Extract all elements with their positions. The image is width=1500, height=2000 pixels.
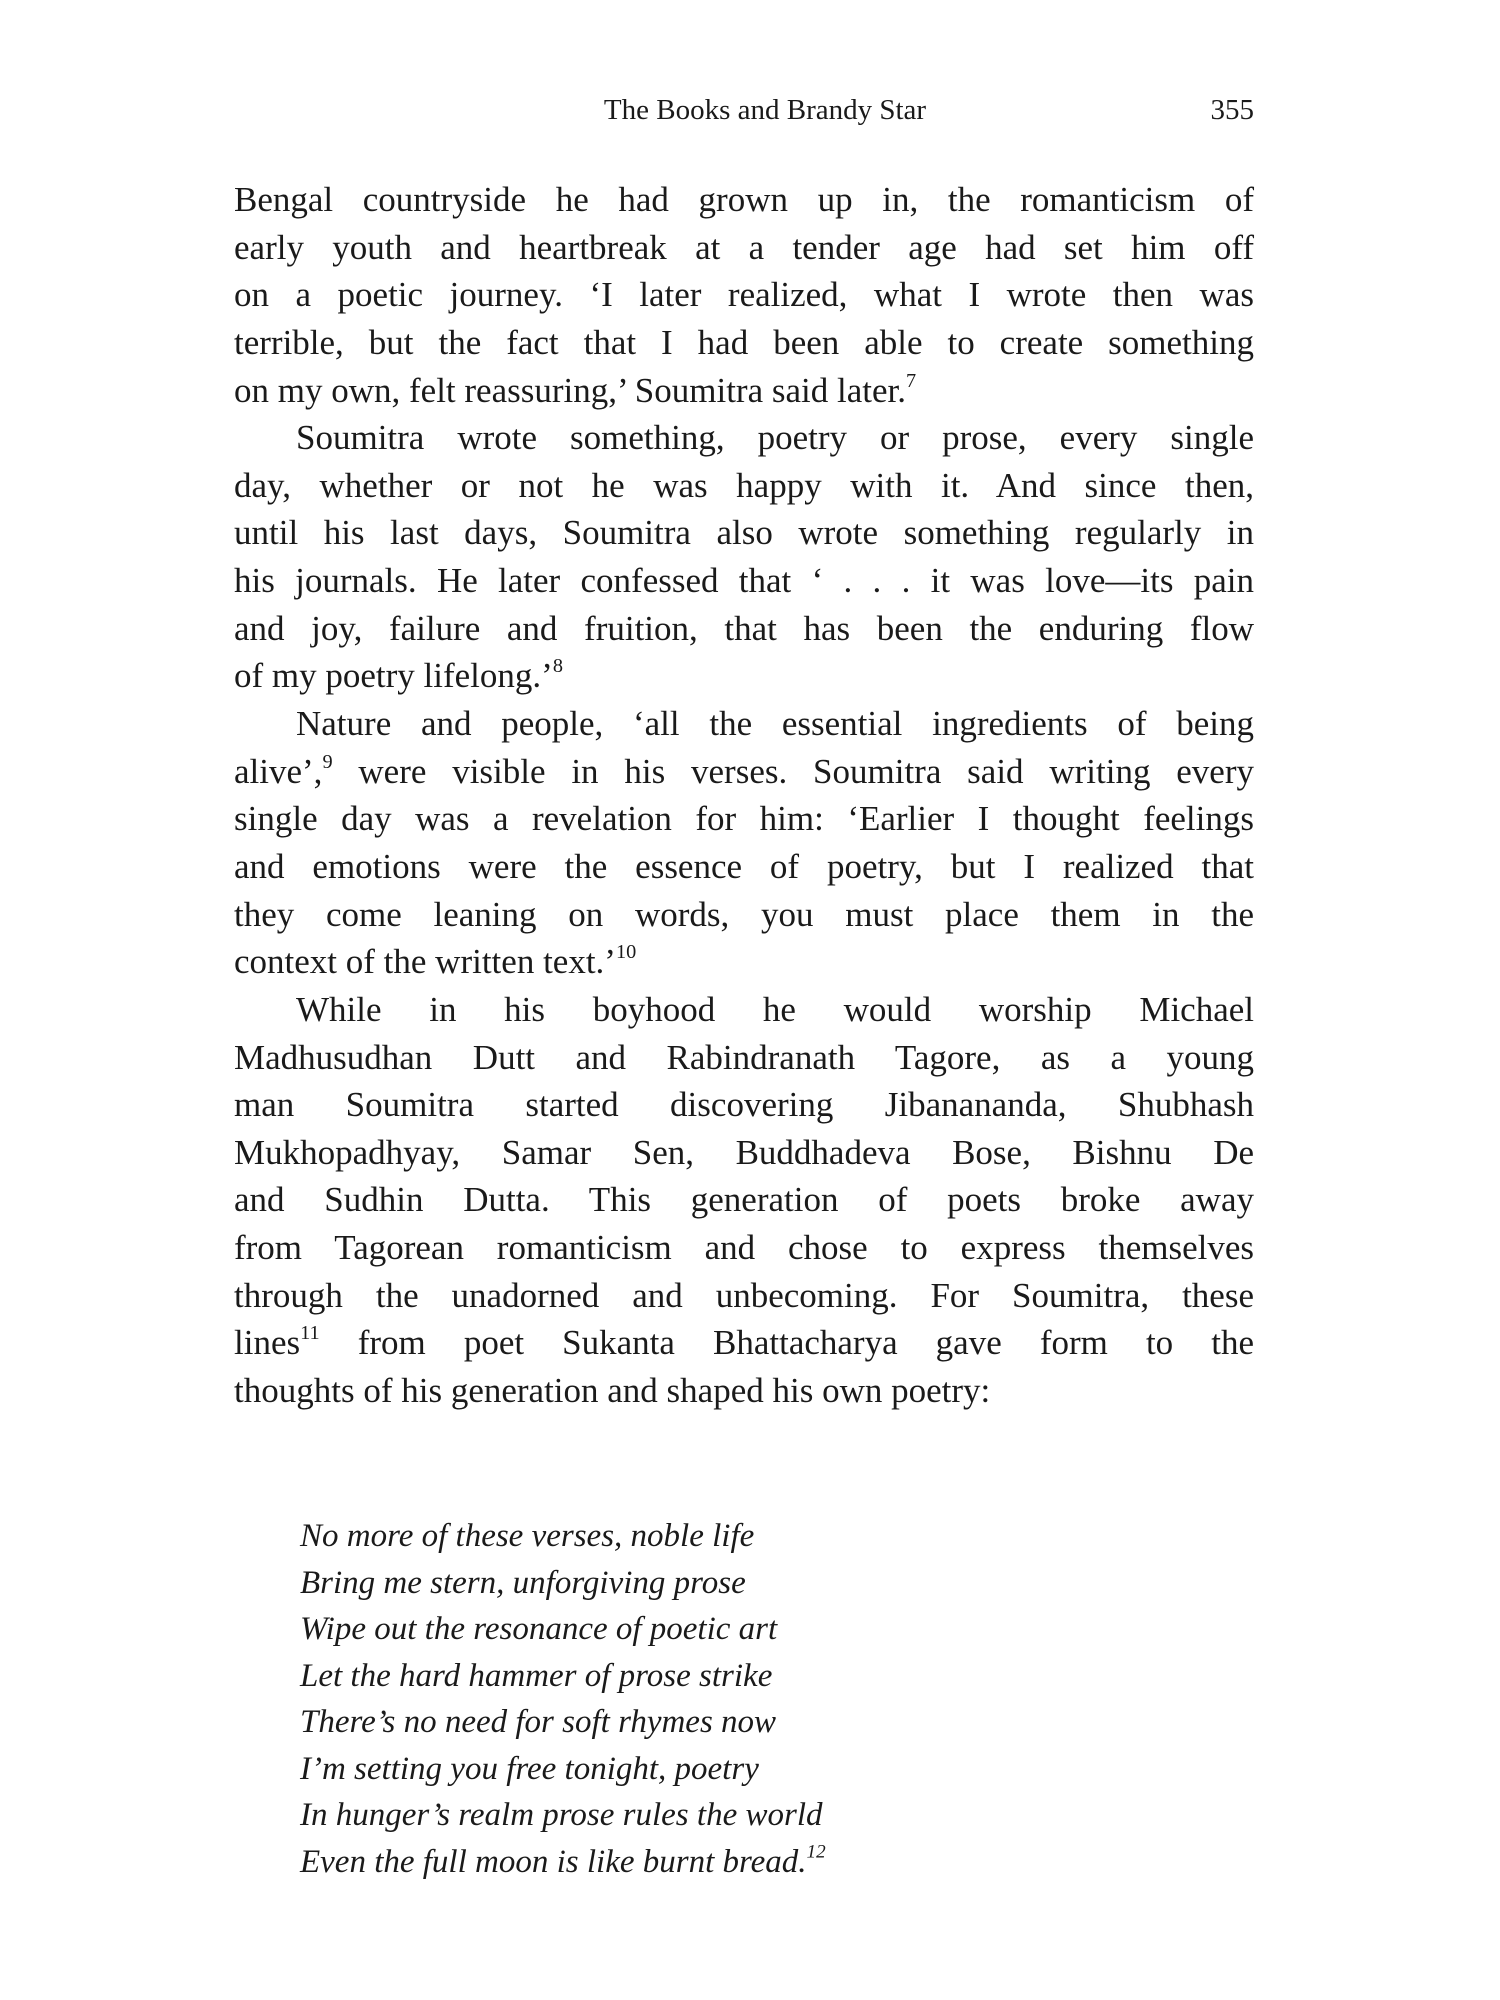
body-line-text: and emotions were the essence of poetry, but I realized that <box>234 846 1254 886</box>
poem-line-text: Even the full moon is like burnt bread. <box>300 1843 807 1880</box>
poem-line-text: I’m setting you free tonight, poetry <box>300 1750 759 1787</box>
poem-line <box>300 1699 826 1746</box>
body-line <box>234 319 1254 367</box>
body-line <box>234 509 1254 557</box>
body-line-text: Madhusudhan Dutt and Rabindranath Tagore, as a young <box>234 1037 1254 1077</box>
body-line-text: from Tagorean romanticism and chose to express themselves <box>234 1228 1254 1268</box>
body-line <box>234 414 1254 462</box>
footnote-ref: 12 <box>806 1841 826 1863</box>
body-line <box>234 1272 1254 1320</box>
body-line-text: day, whether or not he was happy with it. And since then, <box>234 465 1254 505</box>
footnote-ref: 11 <box>300 1322 320 1345</box>
poem-line-text: There’s no need for soft rhymes now <box>300 1704 777 1740</box>
body-line-text: of my poetry lifelong.’ <box>234 656 553 696</box>
body-line <box>234 1319 1254 1367</box>
footnote-ref: 8 <box>552 655 563 678</box>
body-line <box>234 1129 1254 1177</box>
body-line-text: they come leaning on words, you must place them in the <box>234 894 1254 934</box>
body-line-text: and joy, failure and fruition, that has been the enduring flow <box>234 608 1254 648</box>
body-line <box>234 367 1254 415</box>
body-line-text: were visible in his verses. Soumitra said writing every <box>332 751 1254 791</box>
body-line <box>234 224 1254 272</box>
poem-line-text: Let the hard hammer of prose strike <box>300 1657 773 1694</box>
body-line-text: thoughts of his generation and shaped his own poetry: <box>234 1371 991 1411</box>
poem-line-text: In hunger’s realm prose rules the world <box>300 1797 823 1833</box>
body-line-text: While in his boyhood he would worship Michael <box>296 989 1254 1029</box>
body-line-text: single day was a revelation for him: ‘Earlier I thought feelings <box>234 799 1254 839</box>
body-line-text: Bengal countryside he had grown up in, the romanticism of <box>234 180 1254 219</box>
poem-line <box>300 1653 826 1700</box>
body-line-text: on a poetic journey. ‘I later realized, what I wrote then was <box>234 275 1254 315</box>
page-number: 355 <box>1210 94 1254 126</box>
poem-line-text: Bring me stern, unforgiving prose <box>300 1564 746 1601</box>
body-line <box>234 1176 1254 1224</box>
poem-line <box>300 1839 826 1886</box>
body-line-text: and Sudhin Dutta. This generation of poets broke away <box>234 1180 1254 1220</box>
body-line-text: through the unadorned and unbecoming. For Soumitra, these <box>234 1275 1254 1315</box>
footnote-ref: 10 <box>615 941 637 964</box>
body-line-text: early youth and heartbreak at a tender age had set him off <box>234 227 1254 267</box>
body-line-text: context of the written text.’ <box>234 942 616 982</box>
body-line <box>234 462 1254 510</box>
poem-line <box>300 1792 826 1839</box>
body-line <box>234 557 1254 605</box>
poem-line <box>300 1746 826 1793</box>
body-line-text: man Soumitra started discovering Jibanananda, Shubhash <box>234 1085 1254 1125</box>
body-line <box>234 1081 1254 1129</box>
body-line <box>234 748 1254 796</box>
body-line <box>234 1367 1254 1415</box>
body-line <box>234 605 1254 653</box>
body-line-text: on my own, felt reassuring,’ Soumitra said later. <box>234 370 906 410</box>
body-line-text: Mukhopadhyay, Samar Sen, Buddhadeva Bose, Bishnu De <box>234 1132 1254 1172</box>
poem-line <box>300 1513 826 1560</box>
footnote-ref: 7 <box>906 369 917 392</box>
body-line-text: alive’, <box>234 751 323 791</box>
body-line <box>234 1224 1254 1272</box>
running-title: The Books and Brandy Star <box>603 94 927 126</box>
body-text <box>234 176 1254 1415</box>
poem-line-text: Wipe out the resonance of poetic art <box>300 1611 778 1647</box>
footnote-ref: 9 <box>322 750 333 773</box>
body-line <box>234 176 1254 224</box>
body-line <box>234 795 1254 843</box>
poem-line <box>300 1560 826 1607</box>
body-line <box>234 891 1254 939</box>
body-line-text: Nature and people, ‘all the essential ingredients of being <box>296 704 1254 744</box>
body-line <box>234 700 1254 748</box>
body-line-text: his journals. He later confessed that ‘ . . . it was love—its pain <box>234 561 1254 601</box>
body-line <box>234 1034 1254 1082</box>
poem-line <box>300 1606 826 1653</box>
body-line <box>234 843 1254 891</box>
poem-block <box>300 1513 826 1885</box>
body-line <box>234 986 1254 1034</box>
body-line-text: terrible, but the fact that I had been able to create something <box>234 322 1254 362</box>
body-line-text: Soumitra wrote something, poetry or prose, every single <box>296 418 1254 458</box>
body-line-text: lines <box>234 1323 301 1363</box>
body-line <box>234 652 1254 700</box>
body-line-text: from poet Sukanta Bhattacharya gave form to the <box>319 1323 1254 1363</box>
body-line <box>234 271 1254 319</box>
body-line-text: until his last days, Soumitra also wrote something regularly in <box>234 513 1254 553</box>
body-line <box>234 938 1254 986</box>
poem-line-text: No more of these verses, noble life <box>300 1518 755 1554</box>
